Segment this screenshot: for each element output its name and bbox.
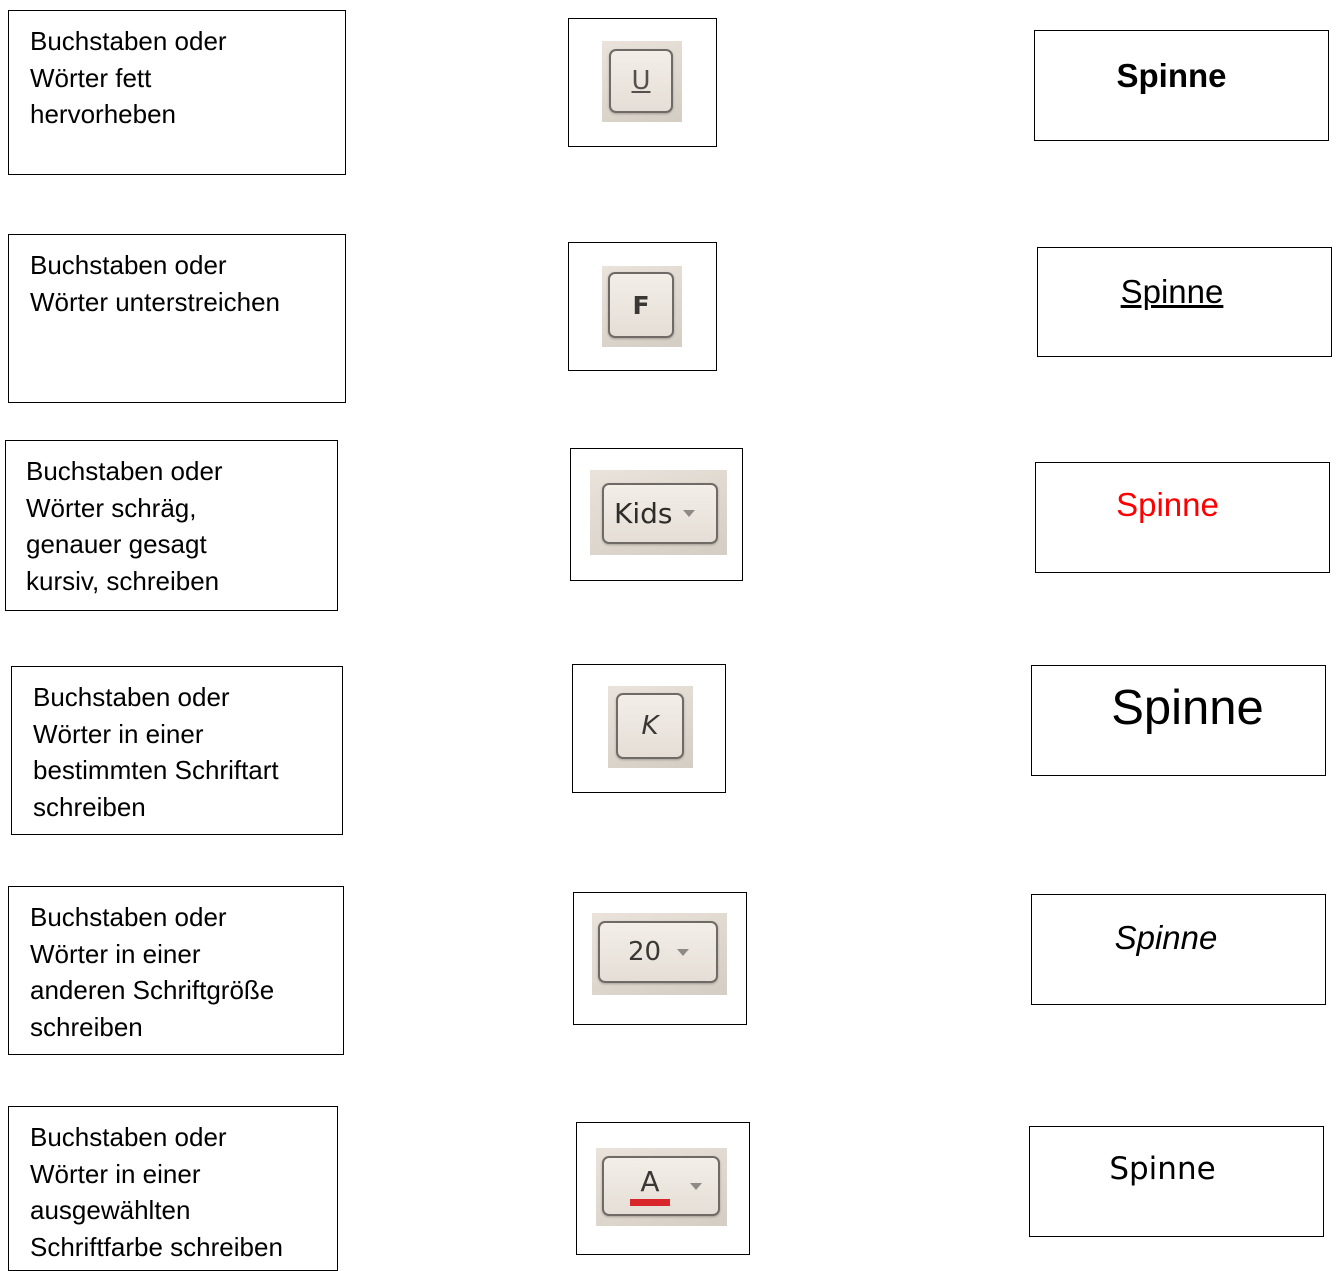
bold-button [608, 272, 674, 338]
description-box-2 [8, 234, 346, 403]
font-color-button-frame [576, 1122, 750, 1255]
example-bold-text: Spinne [1116, 56, 1227, 94]
chevron-down-icon [677, 949, 689, 956]
example-font-box [1029, 1126, 1324, 1237]
description-line: Wörter schräg, [26, 492, 197, 523]
example-size-text: Spinne [1111, 681, 1264, 735]
description-line: Wörter in einer [30, 1158, 201, 1189]
example-color-box [1035, 462, 1330, 573]
description-line: Wörter unterstreichen [30, 286, 280, 317]
example-underline-box [1037, 247, 1332, 357]
italic-icon: K [641, 711, 659, 741]
description-line: Schriftfarbe schreiben [30, 1231, 283, 1262]
font-size-select-photo [592, 913, 727, 995]
description-line: Buchstaben oder [30, 250, 227, 280]
description-line: schreiben [33, 791, 146, 822]
example-bold-box [1034, 30, 1329, 141]
description-line: Buchstaben oder [30, 1122, 227, 1152]
font-size-select [598, 921, 718, 983]
font-size-select-frame [573, 892, 747, 1025]
font-color-icon: A [640, 1164, 660, 1198]
description-line: Buchstaben oder [26, 456, 223, 486]
chevron-down-icon [690, 1183, 702, 1190]
example-underline-text: Spinne [1120, 273, 1224, 310]
description-line: Buchstaben oder [33, 682, 230, 712]
example-color-text: Spinne [1116, 486, 1219, 523]
italic-button [616, 693, 684, 759]
font-color-button [602, 1156, 720, 1216]
example-italic-text: Spinne [1114, 919, 1218, 956]
bold-icon: F [632, 290, 650, 320]
example-font-text: Spinne [1109, 1151, 1216, 1187]
description-line: Wörter in einer [33, 718, 204, 749]
bold-button-frame [568, 242, 717, 371]
italic-button-photo [608, 686, 693, 768]
description-box-4 [11, 666, 343, 835]
font-select-frame [570, 448, 743, 581]
description-line: schreiben [30, 1011, 143, 1042]
description-line: Buchstaben oder [30, 902, 227, 932]
font-select-photo [590, 470, 727, 555]
chevron-down-icon [683, 510, 695, 517]
description-box-3 [5, 440, 338, 611]
description-line: ausgewählten [30, 1195, 191, 1225]
description-box-6 [8, 1106, 338, 1271]
description-line: hervorheben [30, 99, 176, 129]
description-line: Wörter fett [30, 62, 152, 93]
font-color-button-photo [596, 1148, 727, 1226]
description-box-5 [8, 886, 344, 1055]
description-line: kursiv, schreiben [26, 565, 220, 596]
font-color-bar [630, 1199, 670, 1206]
underline-icon: U [631, 66, 651, 96]
example-italic-box [1031, 894, 1326, 1005]
font-select [602, 483, 718, 544]
bold-button-photo [602, 266, 682, 347]
font-size-value: 20 [628, 937, 662, 967]
description-line: anderen Schriftgröße [30, 975, 275, 1005]
example-size-box [1031, 665, 1326, 776]
description-line: Buchstaben oder [30, 26, 227, 56]
description-line: genauer gesagt [26, 529, 207, 559]
description-line: Wörter in einer [30, 938, 201, 969]
font-color-glyph [630, 1164, 670, 1206]
description-line: bestimmten Schriftart [33, 755, 279, 785]
font-select-value: Kids [614, 497, 673, 530]
description-box-1 [8, 10, 346, 175]
underline-button [609, 49, 673, 113]
underline-button-frame [568, 18, 717, 147]
italic-button-frame [572, 664, 726, 793]
underline-button-photo [602, 41, 682, 122]
